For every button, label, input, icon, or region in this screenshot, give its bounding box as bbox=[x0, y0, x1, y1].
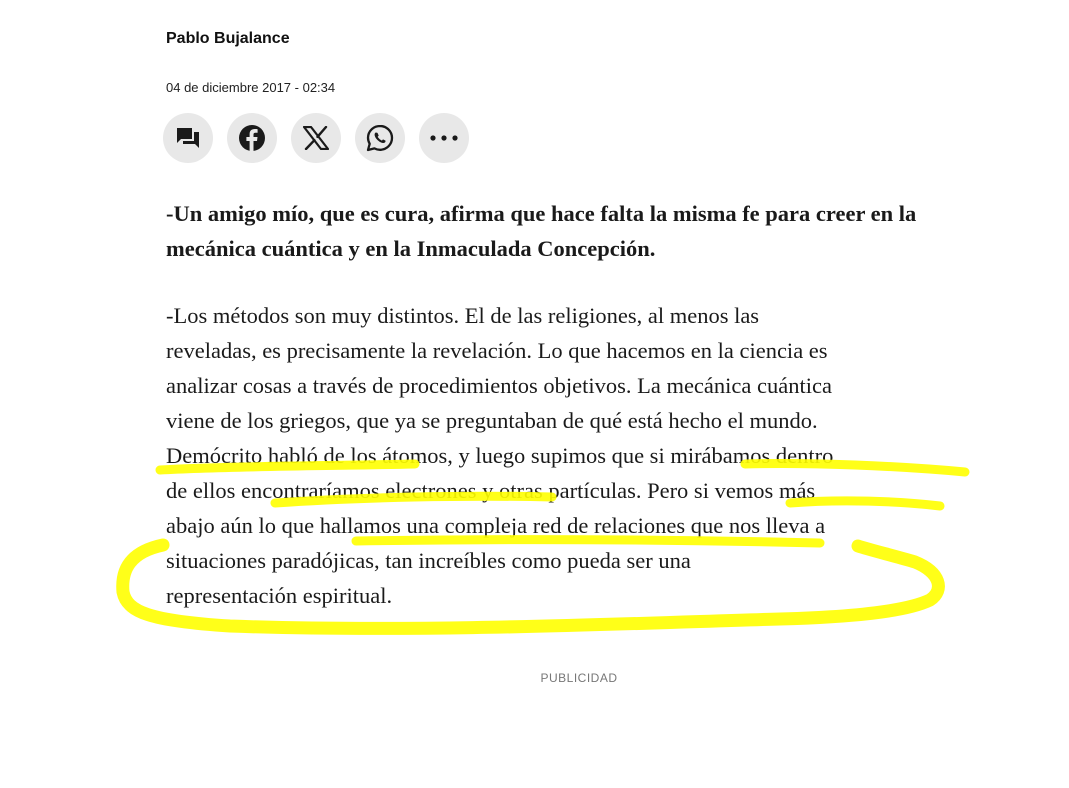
author-name[interactable]: Pablo Bujalance bbox=[166, 30, 290, 47]
whatsapp-share-button[interactable] bbox=[355, 113, 405, 163]
x-icon bbox=[303, 126, 329, 150]
answer-line: viene de los griegos, que ya se preguntaban de qué está hecho el mundo. bbox=[166, 408, 818, 433]
facebook-share-button[interactable] bbox=[227, 113, 277, 163]
advertisement-label: PUBLICIDAD bbox=[540, 671, 618, 685]
answer-line: de ellos encontraríamos electrones y otras partículas. Pero si vemos más bbox=[166, 478, 816, 503]
answer-line: abajo aún lo que hallamos una compleja red de relaciones que nos lleva a bbox=[166, 513, 826, 538]
whatsapp-icon bbox=[365, 123, 395, 153]
comments-icon bbox=[175, 126, 201, 150]
more-icon bbox=[430, 135, 458, 141]
answer-line: -Los métodos son muy distintos. El de las religiones, al menos las bbox=[166, 303, 760, 328]
comments-button[interactable] bbox=[163, 113, 213, 163]
x-share-button[interactable] bbox=[291, 113, 341, 163]
answer-line: representación espiritual. bbox=[166, 583, 393, 608]
answer-line: Demócrito habló de los átomos, y luego supimos que si mirábamos dentro bbox=[166, 443, 834, 468]
publish-date: 04 de diciembre 2017 - 02:34 bbox=[166, 80, 336, 95]
more-options-button[interactable] bbox=[419, 113, 469, 163]
interview-question: -Un amigo mío, que es cura, afirma que hace falta la misma fe para creer en la mecánica cuántica y en la Inmaculada Concepción. bbox=[166, 201, 917, 261]
answer-line: analizar cosas a través de procedimientos objetivos. La mecánica cuántica bbox=[166, 373, 832, 398]
article-body bbox=[166, 196, 996, 613]
facebook-icon bbox=[238, 124, 266, 152]
interview-answer bbox=[166, 298, 996, 613]
share-bar bbox=[163, 113, 469, 163]
answer-line: situaciones paradójicas, tan increíbles como pueda ser una bbox=[166, 548, 691, 573]
answer-line: reveladas, es precisamente la revelación. Lo que hacemos en la ciencia es bbox=[166, 338, 828, 363]
